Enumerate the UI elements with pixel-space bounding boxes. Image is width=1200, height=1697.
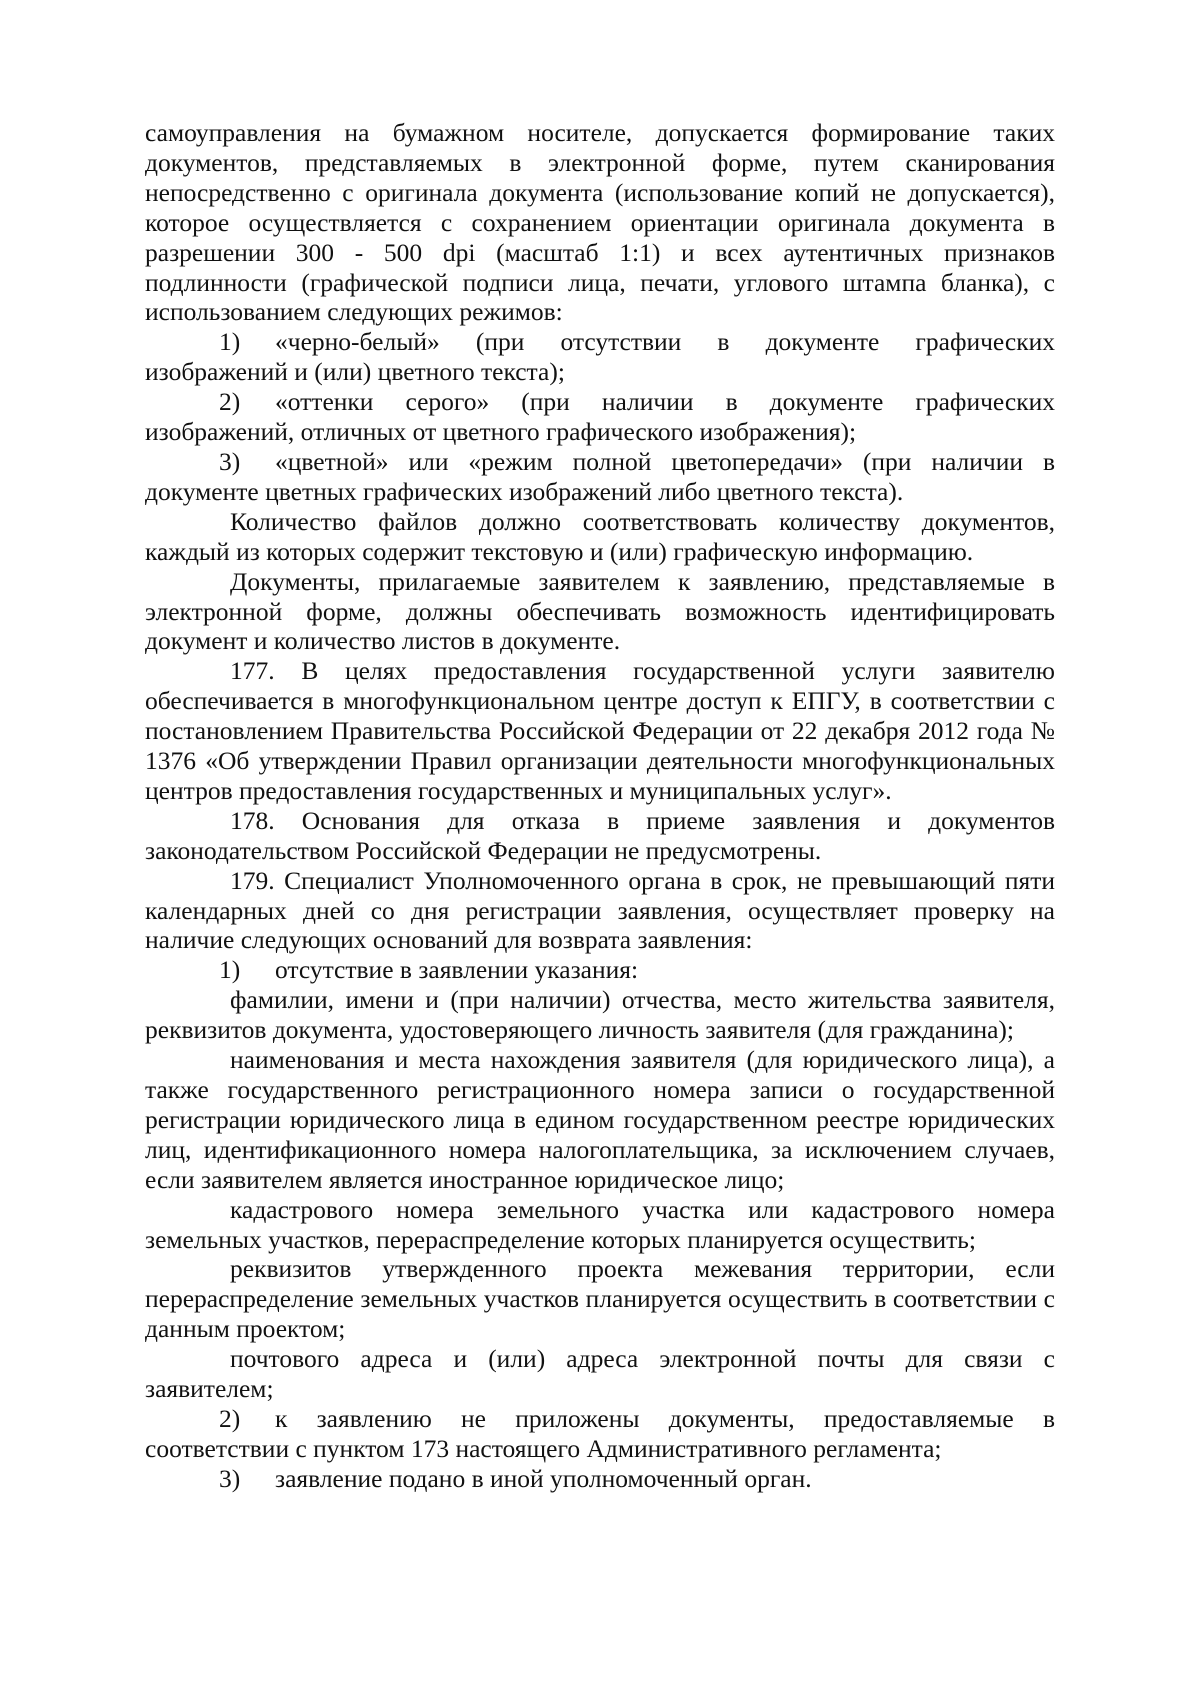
list-item-wrong-authority	[145, 1464, 1055, 1494]
paragraph-scanning-requirements: самоуправления на бумажном носителе, допускается формирование таких документов, представляемых в электронной форме, путем сканирования непосредственно с оригинала документа (использование копий не допускается), которое осуществляется с сохранением ориентации оригинала документа в разрешении 300 - 500 dpi (масштаб 1:1) и всех аутентичных признаков подлинности (графической подписи лица, печати, углового штампа бланка), с использованием следующих режимов:	[145, 118, 1055, 327]
list-item-number: 1)	[219, 955, 241, 985]
list-item-grayscale	[145, 387, 1055, 447]
list-item-text: заявление подано в иной уполномоченный орган.	[275, 1463, 812, 1493]
clause-178: 178. Основания для отказа в приеме заявления и документов законодательством Российской Федерации не предусмотрены.	[145, 805, 1055, 865]
list-item-number: 3)	[219, 1463, 241, 1493]
list-item-missing-info	[145, 955, 1055, 985]
list-item-text: «цветной» или «режим полной цветопередачи» (при наличии в документе цветных графических изображений либо цветного текста).	[145, 446, 1055, 506]
paragraph-survey-project: реквизитов утвержденного проекта межевания территории, если перераспределение земельных участков планируется осуществить в соответствии с данным проектом;	[145, 1254, 1055, 1344]
paragraph-cadastral-number: кадастрового номера земельного участка или кадастрового номера земельных участков, перераспределение которых планируется осуществить;	[145, 1194, 1055, 1254]
clause-179: 179. Специалист Уполномоченного органа в срок, не превышающий пяти календарных дней со дня регистрации заявления, осуществляет проверку на наличие следующих оснований для возврата заявления:	[145, 865, 1055, 955]
list-item-number: 1)	[219, 327, 241, 357]
list-item-text: к заявлению не приложены документы, предоставляемые в соответствии с пунктом 173 настоящего Административного регламента;	[145, 1403, 1055, 1463]
paragraph-attached-documents: Документы, прилагаемые заявителем к заявлению, представляемые в электронной форме, должны обеспечивать возможность идентифицировать документ и количество листов в документе.	[145, 566, 1055, 656]
list-item-number: 2)	[219, 387, 241, 417]
list-item-number: 3)	[219, 446, 241, 476]
list-item-missing-documents	[145, 1404, 1055, 1464]
paragraph-postal-address: почтового адреса и (или) адреса электронной почты для связи с заявителем;	[145, 1344, 1055, 1404]
paragraph-legal-entity-details: наименования и места нахождения заявителя (для юридического лица), а также государственного регистрационного номера записи о государственной регистрации юридического лица в едином государственном реестре юридических лиц, идентификационного номера налогоплательщика, за исключением случаев, если заявителем является иностранное юридическое лицо;	[145, 1045, 1055, 1194]
list-item-color	[145, 447, 1055, 507]
list-item-text: «оттенки серого» (при наличии в документе графических изображений, отличных от цветного графического изображения);	[145, 387, 1055, 447]
paragraph-citizen-details: фамилии, имени и (при наличии) отчества, место жительства заявителя, реквизитов документа, удостоверяющего личность заявителя (для гражданина);	[145, 985, 1055, 1045]
clause-177: 177. В целях предоставления государственной услуги заявителю обеспечивается в многофункциональном центре доступ к ЕПГУ, в соответствии с постановлением Правительства Российской Федерации от 22 декабря 2012 года № 1376 «Об утверждении Правил организации деятельности многофункциональных центров предоставления государственных и муниципальных услуг».	[145, 656, 1055, 805]
list-item-number: 2)	[219, 1403, 241, 1433]
paragraph-files-count: Количество файлов должно соответствовать количеству документов, каждый из которых содержит текстовую и (или) графическую информацию.	[145, 506, 1055, 566]
list-item-black-white	[145, 327, 1055, 387]
list-item-text: «черно-белый» (при отсутствии в документе графических изображений и (или) цветного текста);	[145, 327, 1055, 387]
document-body	[145, 118, 1055, 1494]
list-item-text: отсутствие в заявлении указания:	[275, 955, 639, 985]
